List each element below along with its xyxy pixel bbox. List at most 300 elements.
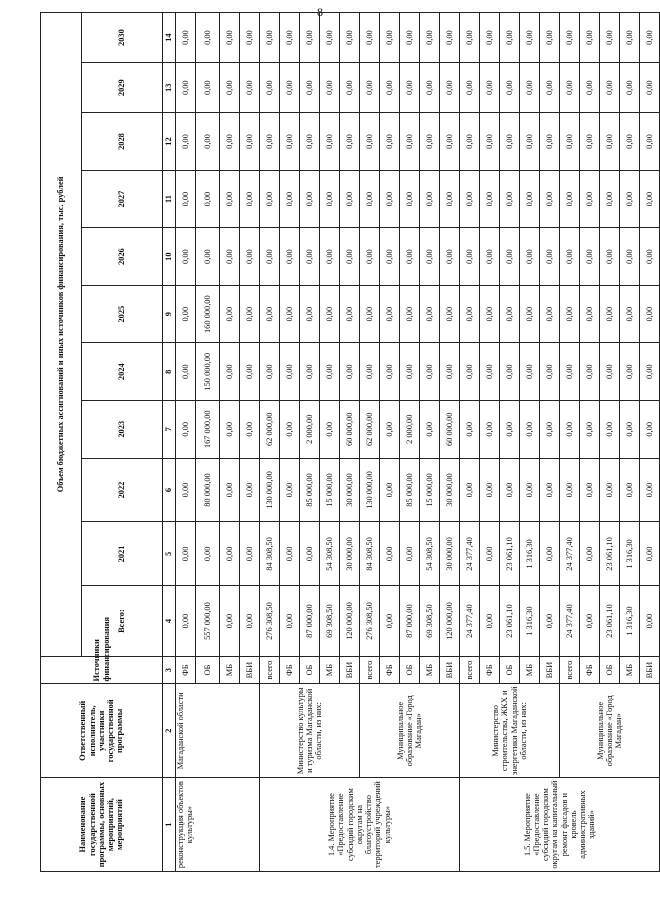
- table-body: [176, 13, 660, 872]
- value-cell: 120 000,00: [440, 586, 460, 656]
- header-year: 2025: [82, 285, 163, 343]
- source-cell: всего: [260, 656, 280, 684]
- value-cell: 30 000,00: [340, 522, 360, 586]
- value-cell: 0,00: [220, 343, 240, 401]
- value-cell: 0,00: [360, 228, 380, 286]
- value-cell: 0,00: [640, 586, 660, 656]
- responsible-cell: Муниципальное образование «Город Магадан»: [360, 684, 460, 778]
- value-cell: 0,00: [520, 63, 540, 113]
- value-cell: 30 000,00: [440, 522, 460, 586]
- value-cell: 0,00: [540, 522, 560, 586]
- value-cell: 0,00: [600, 63, 620, 113]
- value-cell: 0,00: [340, 343, 360, 401]
- table-row: [460, 13, 480, 872]
- header-year: 2029: [82, 63, 163, 113]
- value-cell: 0,00: [420, 343, 440, 401]
- source-cell: ВБИ: [240, 656, 260, 684]
- value-cell: 0,00: [240, 170, 260, 228]
- value-cell: 0,00: [300, 522, 320, 586]
- value-cell: 0,00: [500, 13, 520, 63]
- value-cell: 0,00: [620, 63, 640, 113]
- value-cell: 1 316,30: [520, 522, 540, 586]
- value-cell: 0,00: [240, 343, 260, 401]
- value-cell: 0,00: [500, 458, 520, 522]
- value-cell: 0,00: [380, 170, 400, 228]
- value-cell: 0,00: [440, 170, 460, 228]
- value-cell: 1 316,30: [620, 586, 640, 656]
- value-cell: 0,00: [560, 170, 580, 228]
- value-cell: 1 316,30: [520, 586, 540, 656]
- value-cell: 0,00: [400, 228, 420, 286]
- value-cell: 0,00: [196, 63, 220, 113]
- value-cell: 62 000,00: [360, 400, 380, 458]
- value-cell: 0,00: [380, 458, 400, 522]
- value-cell: 0,00: [520, 228, 540, 286]
- value-cell: 0,00: [620, 228, 640, 286]
- value-cell: 0,00: [400, 343, 420, 401]
- value-cell: 85 000,00: [300, 458, 320, 522]
- value-cell: 0,00: [320, 63, 340, 113]
- source-cell: МБ: [320, 656, 340, 684]
- value-cell: 0,00: [280, 63, 300, 113]
- value-cell: 0,00: [400, 522, 420, 586]
- value-cell: 0,00: [440, 228, 460, 286]
- source-cell: МБ: [620, 656, 640, 684]
- value-cell: 0,00: [460, 343, 480, 401]
- value-cell: 0,00: [540, 343, 560, 401]
- value-cell: 0,00: [300, 228, 320, 286]
- value-cell: 15 000,00: [420, 458, 440, 522]
- value-cell: 0,00: [360, 13, 380, 63]
- value-cell: 0,00: [580, 113, 600, 171]
- value-cell: 60 000,00: [340, 400, 360, 458]
- value-cell: 0,00: [240, 285, 260, 343]
- value-cell: 54 308,50: [420, 522, 440, 586]
- value-cell: 0,00: [560, 113, 580, 171]
- value-cell: 0,00: [400, 63, 420, 113]
- value-cell: 0,00: [300, 63, 320, 113]
- value-cell: 0,00: [380, 63, 400, 113]
- value-cell: 0,00: [600, 113, 620, 171]
- value-cell: 0,00: [560, 400, 580, 458]
- value-cell: 0,00: [460, 400, 480, 458]
- source-cell: ВБИ: [340, 656, 360, 684]
- value-cell: 0,00: [580, 522, 600, 586]
- value-cell: 0,00: [320, 228, 340, 286]
- value-cell: 557 000,00: [196, 586, 220, 656]
- value-cell: 0,00: [600, 400, 620, 458]
- value-cell: 0,00: [640, 285, 660, 343]
- source-cell: МБ: [220, 656, 240, 684]
- value-cell: 84 308,50: [360, 522, 380, 586]
- value-cell: 0,00: [480, 228, 500, 286]
- value-cell: 0,00: [220, 522, 240, 586]
- source-cell: всего: [460, 656, 480, 684]
- value-cell: 0,00: [320, 170, 340, 228]
- value-cell: 160 000,00: [196, 285, 220, 343]
- value-cell: 0,00: [380, 285, 400, 343]
- value-cell: 0,00: [176, 343, 196, 401]
- value-cell: 0,00: [196, 113, 220, 171]
- value-cell: 1 316,30: [620, 522, 640, 586]
- value-cell: 0,00: [280, 522, 300, 586]
- value-cell: 0,00: [560, 228, 580, 286]
- value-cell: 0,00: [580, 586, 600, 656]
- value-cell: 0,00: [176, 586, 196, 656]
- header-column-number: 2: [163, 684, 176, 778]
- value-cell: 0,00: [240, 113, 260, 171]
- value-cell: 0,00: [520, 170, 540, 228]
- value-cell: 0,00: [340, 13, 360, 63]
- value-cell: 0,00: [220, 63, 240, 113]
- header-year: 2026: [82, 228, 163, 286]
- value-cell: 62 000,00: [260, 400, 280, 458]
- source-cell: ОБ: [196, 656, 220, 684]
- value-cell: 0,00: [520, 285, 540, 343]
- value-cell: 0,00: [420, 63, 440, 113]
- value-cell: 0,00: [340, 285, 360, 343]
- funding-table: [40, 12, 660, 872]
- value-cell: 0,00: [500, 228, 520, 286]
- value-cell: 0,00: [240, 400, 260, 458]
- value-cell: 0,00: [260, 13, 280, 63]
- header-year: 2030: [82, 13, 163, 63]
- value-cell: 0,00: [320, 343, 340, 401]
- source-cell: ФБ: [480, 656, 500, 684]
- value-cell: 0,00: [220, 113, 240, 171]
- value-cell: 0,00: [420, 170, 440, 228]
- value-cell: 0,00: [460, 63, 480, 113]
- value-cell: 0,00: [280, 586, 300, 656]
- value-cell: 0,00: [580, 13, 600, 63]
- value-cell: 0,00: [580, 285, 600, 343]
- value-cell: 0,00: [400, 285, 420, 343]
- source-cell: ВБИ: [640, 656, 660, 684]
- value-cell: 30 000,00: [340, 458, 360, 522]
- value-cell: 0,00: [380, 586, 400, 656]
- value-cell: 0,00: [196, 170, 220, 228]
- value-cell: 0,00: [176, 113, 196, 171]
- header-total: Всего:: [82, 586, 163, 656]
- value-cell: 0,00: [500, 63, 520, 113]
- value-cell: 276 308,50: [260, 586, 280, 656]
- header-column-number: 1: [163, 778, 176, 872]
- value-cell: 0,00: [540, 458, 560, 522]
- responsible-cell: Магаданской области: [176, 684, 260, 778]
- value-cell: 0,00: [640, 170, 660, 228]
- value-cell: 0,00: [340, 170, 360, 228]
- value-cell: 0,00: [196, 522, 220, 586]
- value-cell: 0,00: [440, 13, 460, 63]
- header-column-number: 8: [163, 343, 176, 401]
- value-cell: 0,00: [196, 13, 220, 63]
- value-cell: 24 377,40: [560, 522, 580, 586]
- value-cell: 0,00: [480, 13, 500, 63]
- value-cell: 0,00: [580, 458, 600, 522]
- value-cell: 0,00: [176, 458, 196, 522]
- header-column-number: 12: [163, 113, 176, 171]
- value-cell: 0,00: [560, 285, 580, 343]
- value-cell: 0,00: [640, 13, 660, 63]
- value-cell: 0,00: [220, 228, 240, 286]
- value-cell: 0,00: [520, 113, 540, 171]
- value-cell: 87 000,00: [400, 586, 420, 656]
- value-cell: 0,00: [640, 63, 660, 113]
- value-cell: 0,00: [380, 522, 400, 586]
- value-cell: 0,00: [300, 285, 320, 343]
- value-cell: 0,00: [300, 13, 320, 63]
- value-cell: 0,00: [620, 400, 640, 458]
- value-cell: 150 000,00: [196, 343, 220, 401]
- value-cell: 0,00: [220, 586, 240, 656]
- source-cell: ОБ: [500, 656, 520, 684]
- value-cell: 0,00: [280, 228, 300, 286]
- value-cell: 0,00: [600, 285, 620, 343]
- value-cell: 167 000,00: [196, 400, 220, 458]
- value-cell: 0,00: [460, 285, 480, 343]
- value-cell: 0,00: [540, 13, 560, 63]
- header-column-number: 10: [163, 228, 176, 286]
- value-cell: 0,00: [480, 343, 500, 401]
- value-cell: 84 308,50: [260, 522, 280, 586]
- header-year: 2024: [82, 343, 163, 401]
- value-cell: 2 000,00: [300, 400, 320, 458]
- value-cell: 0,00: [460, 170, 480, 228]
- header-program-name: Наименование государственной программы, основных мероприятий, мероприятий: [41, 778, 163, 872]
- value-cell: 0,00: [176, 400, 196, 458]
- value-cell: 0,00: [540, 586, 560, 656]
- value-cell: 0,00: [500, 285, 520, 343]
- source-cell: ОБ: [400, 656, 420, 684]
- value-cell: 0,00: [540, 400, 560, 458]
- value-cell: 0,00: [600, 343, 620, 401]
- header-year: 2028: [82, 113, 163, 171]
- value-cell: 23 061,10: [500, 586, 520, 656]
- table-row: [360, 13, 380, 872]
- value-cell: 23 061,10: [500, 522, 520, 586]
- value-cell: 0,00: [260, 285, 280, 343]
- value-cell: 0,00: [220, 400, 240, 458]
- value-cell: 0,00: [260, 113, 280, 171]
- value-cell: 0,00: [540, 63, 560, 113]
- value-cell: 0,00: [280, 400, 300, 458]
- value-cell: 0,00: [440, 63, 460, 113]
- value-cell: 0,00: [380, 228, 400, 286]
- value-cell: 276 308,50: [360, 586, 380, 656]
- value-cell: 0,00: [460, 458, 480, 522]
- responsible-cell: Министерство культуры и туризма Магаданской области, из них:: [260, 684, 360, 778]
- value-cell: 0,00: [460, 113, 480, 171]
- value-cell: 0,00: [400, 170, 420, 228]
- program-name-cell: реконструкция объектов культуры»: [176, 778, 260, 872]
- value-cell: 0,00: [480, 63, 500, 113]
- value-cell: 24 377,40: [560, 586, 580, 656]
- value-cell: 0,00: [340, 113, 360, 171]
- value-cell: 0,00: [420, 285, 440, 343]
- source-cell: ФБ: [176, 656, 196, 684]
- value-cell: 0,00: [260, 170, 280, 228]
- value-cell: 0,00: [560, 458, 580, 522]
- value-cell: 0,00: [176, 285, 196, 343]
- value-cell: 0,00: [300, 343, 320, 401]
- value-cell: 0,00: [240, 458, 260, 522]
- source-cell: ФБ: [280, 656, 300, 684]
- value-cell: 0,00: [520, 458, 540, 522]
- program-name-cell: 1.4. Мероприятие «Предоставление субсидий городским округам на благоустройство территорий учреждений культуры»: [260, 778, 460, 872]
- value-cell: 0,00: [640, 522, 660, 586]
- value-cell: 0,00: [320, 113, 340, 171]
- value-cell: 0,00: [220, 285, 240, 343]
- value-cell: 0,00: [480, 170, 500, 228]
- value-cell: 0,00: [580, 63, 600, 113]
- value-cell: 0,00: [380, 400, 400, 458]
- value-cell: 0,00: [560, 343, 580, 401]
- value-cell: 0,00: [380, 13, 400, 63]
- page-number: 8: [317, 5, 323, 19]
- value-cell: 0,00: [480, 586, 500, 656]
- source-cell: всего: [560, 656, 580, 684]
- value-cell: 0,00: [280, 113, 300, 171]
- value-cell: 0,00: [176, 522, 196, 586]
- value-cell: 0,00: [420, 400, 440, 458]
- value-cell: 0,00: [300, 170, 320, 228]
- value-cell: 24 377,40: [460, 586, 480, 656]
- value-cell: 0,00: [220, 458, 240, 522]
- header-source: Источники финансирования: [41, 656, 163, 684]
- value-cell: 0,00: [460, 13, 480, 63]
- value-cell: 0,00: [360, 285, 380, 343]
- value-cell: 23 061,10: [600, 586, 620, 656]
- header-column-number: 13: [163, 63, 176, 113]
- value-cell: 0,00: [280, 343, 300, 401]
- value-cell: 54 308,50: [320, 522, 340, 586]
- table-row: [260, 13, 280, 872]
- value-cell: 0,00: [640, 458, 660, 522]
- value-cell: 0,00: [600, 13, 620, 63]
- value-cell: 60 000,00: [440, 400, 460, 458]
- source-cell: МБ: [520, 656, 540, 684]
- value-cell: 0,00: [440, 285, 460, 343]
- value-cell: 0,00: [640, 228, 660, 286]
- value-cell: 15 000,00: [320, 458, 340, 522]
- value-cell: 0,00: [600, 228, 620, 286]
- value-cell: 0,00: [580, 400, 600, 458]
- value-cell: 0,00: [480, 400, 500, 458]
- value-cell: 0,00: [560, 13, 580, 63]
- header-column-number: 9: [163, 285, 176, 343]
- value-cell: 0,00: [176, 13, 196, 63]
- value-cell: 0,00: [500, 343, 520, 401]
- value-cell: 0,00: [260, 343, 280, 401]
- responsible-cell: Министерство строительства, ЖКХ и энергетики Магаданской области, из них:: [460, 684, 560, 778]
- value-cell: 0,00: [540, 285, 560, 343]
- value-cell: 0,00: [600, 170, 620, 228]
- value-cell: 120 000,00: [340, 586, 360, 656]
- header-year: 2022: [82, 458, 163, 522]
- value-cell: 0,00: [280, 170, 300, 228]
- value-cell: 24 377,40: [460, 522, 480, 586]
- value-cell: 0,00: [240, 63, 260, 113]
- program-name-cell: 1.5. Мероприятие «Предоставление субсидий городским округам на капитальный ремонт фасадов и кровель административных зданий»: [460, 778, 660, 872]
- value-cell: 0,00: [176, 63, 196, 113]
- value-cell: 0,00: [240, 13, 260, 63]
- value-cell: 0,00: [360, 170, 380, 228]
- value-cell: 23 061,10: [600, 522, 620, 586]
- value-cell: 0,00: [360, 113, 380, 171]
- value-cell: 0,00: [460, 228, 480, 286]
- value-cell: 0,00: [480, 522, 500, 586]
- value-cell: 0,00: [480, 458, 500, 522]
- value-cell: 0,00: [520, 400, 540, 458]
- value-cell: 0,00: [240, 586, 260, 656]
- value-cell: 80 000,00: [196, 458, 220, 522]
- header-year: 2027: [82, 170, 163, 228]
- value-cell: 0,00: [340, 228, 360, 286]
- value-cell: 0,00: [320, 400, 340, 458]
- value-cell: 0,00: [380, 113, 400, 171]
- value-cell: 0,00: [620, 113, 640, 171]
- header-column-number: 6: [163, 458, 176, 522]
- header-responsible: Ответственный исполнитель, участники государственной программы: [41, 684, 163, 778]
- value-cell: 0,00: [620, 170, 640, 228]
- value-cell: 0,00: [500, 113, 520, 171]
- value-cell: 0,00: [480, 113, 500, 171]
- value-cell: 69 308,50: [320, 586, 340, 656]
- value-cell: 0,00: [260, 228, 280, 286]
- table-row: [560, 13, 580, 872]
- value-cell: 0,00: [400, 113, 420, 171]
- source-cell: ОБ: [300, 656, 320, 684]
- value-cell: 0,00: [280, 13, 300, 63]
- value-cell: 130 000,00: [260, 458, 280, 522]
- value-cell: 0,00: [260, 63, 280, 113]
- header-year: 2021: [82, 522, 163, 586]
- source-cell: всего: [360, 656, 380, 684]
- value-cell: 0,00: [620, 343, 640, 401]
- value-cell: 0,00: [176, 170, 196, 228]
- header-funding-group: Объем бюджетных ассигнований и иных источников финансирования, тыс. рублей: [41, 13, 82, 657]
- value-cell: 2 000,00: [400, 400, 420, 458]
- header-column-number: 4: [163, 586, 176, 656]
- value-cell: 85 000,00: [400, 458, 420, 522]
- value-cell: 0,00: [580, 170, 600, 228]
- source-cell: ВБИ: [440, 656, 460, 684]
- source-cell: МБ: [420, 656, 440, 684]
- value-cell: 0,00: [640, 113, 660, 171]
- value-cell: 0,00: [640, 400, 660, 458]
- header-column-number: 14: [163, 13, 176, 63]
- value-cell: 0,00: [440, 113, 460, 171]
- value-cell: 0,00: [580, 343, 600, 401]
- responsible-cell: Муниципальное образование «Город Магадан»: [560, 684, 660, 778]
- value-cell: 0,00: [560, 63, 580, 113]
- value-cell: 0,00: [520, 13, 540, 63]
- value-cell: 0,00: [196, 228, 220, 286]
- value-cell: 0,00: [440, 343, 460, 401]
- value-cell: 0,00: [540, 113, 560, 171]
- value-cell: 0,00: [280, 285, 300, 343]
- value-cell: 0,00: [500, 400, 520, 458]
- value-cell: 0,00: [420, 13, 440, 63]
- value-cell: 0,00: [280, 458, 300, 522]
- header-column-number: 5: [163, 522, 176, 586]
- value-cell: 0,00: [240, 228, 260, 286]
- value-cell: 0,00: [360, 63, 380, 113]
- source-cell: ФБ: [380, 656, 400, 684]
- value-cell: 0,00: [520, 343, 540, 401]
- value-cell: 0,00: [540, 170, 560, 228]
- value-cell: 130 000,00: [360, 458, 380, 522]
